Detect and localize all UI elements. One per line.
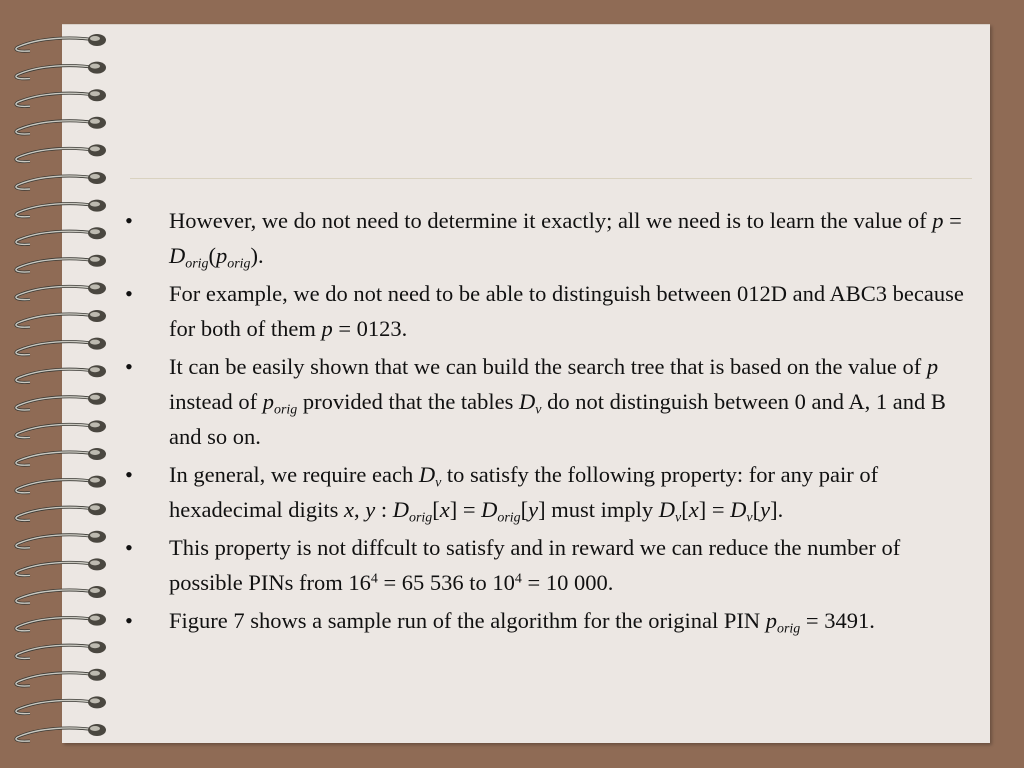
bullet-marker: • bbox=[125, 535, 133, 560]
bullet-item bbox=[125, 530, 965, 600]
subscript: orig bbox=[273, 402, 298, 418]
spiral-ring bbox=[16, 89, 106, 106]
subscript: v bbox=[746, 510, 753, 526]
spiral-binding bbox=[0, 0, 130, 768]
spiral-ring bbox=[16, 393, 106, 410]
text-run: to satisfy the following property: for any pair of hexadecimal digits bbox=[169, 462, 879, 522]
spiral-ring bbox=[16, 365, 106, 382]
spiral-ring bbox=[16, 669, 106, 686]
text-run: = 3491. bbox=[800, 608, 875, 633]
text-run: D bbox=[169, 243, 186, 268]
spiral-ring bbox=[16, 282, 106, 299]
text-run: [ bbox=[681, 497, 689, 522]
text-run: ] = bbox=[698, 497, 731, 522]
spiral-ring bbox=[16, 503, 106, 520]
bullet-marker: • bbox=[125, 208, 133, 233]
bullet-marker: • bbox=[125, 608, 133, 633]
text-run: ] must imply bbox=[538, 497, 659, 522]
spiral-ring bbox=[16, 338, 106, 355]
text-run: p bbox=[262, 389, 274, 414]
text-run: provided that the tables bbox=[297, 389, 520, 414]
text-run: = 10 000. bbox=[521, 570, 614, 595]
text-run: y bbox=[760, 497, 771, 522]
subscript: v bbox=[435, 475, 442, 491]
text-run: ( bbox=[208, 243, 216, 268]
bullet-item bbox=[125, 203, 965, 273]
subscript: orig bbox=[227, 256, 251, 272]
spiral-ring bbox=[16, 144, 106, 161]
text-run: y bbox=[365, 497, 376, 522]
subscript: v bbox=[675, 510, 682, 526]
text-run: : bbox=[375, 497, 393, 522]
bullet-text bbox=[169, 281, 964, 341]
bullet-list bbox=[125, 203, 965, 641]
text-run: This property is not diffcult to satisfy and in reward we can reduce the number of possible PINs from 16 bbox=[169, 535, 901, 595]
bullet-text bbox=[169, 354, 946, 449]
bullet-marker: • bbox=[125, 354, 133, 379]
spiral-ring bbox=[16, 641, 106, 658]
spiral-ring bbox=[16, 476, 106, 493]
superscript: 4 bbox=[370, 571, 378, 587]
text-run: = 65 536 to 10 bbox=[377, 570, 515, 595]
text-run: ] = bbox=[449, 497, 482, 522]
text-run: ]. bbox=[770, 497, 784, 522]
subscript: orig bbox=[185, 256, 209, 272]
spiral-ring bbox=[16, 227, 106, 244]
spiral-ring bbox=[16, 310, 106, 327]
text-run: x bbox=[343, 497, 354, 522]
spiral-ring bbox=[16, 34, 106, 51]
subscript: v bbox=[535, 402, 542, 418]
spiral-ring bbox=[16, 62, 106, 79]
bullet-marker: • bbox=[125, 462, 133, 487]
spiral-ring bbox=[16, 200, 106, 217]
text-run: However, we do not need to determine it exactly; all we need is to learn the value of bbox=[169, 208, 933, 233]
text-run: = bbox=[943, 208, 962, 233]
text-run: instead of bbox=[169, 389, 263, 414]
text-run: In general, we require each bbox=[169, 462, 419, 487]
spiral-ring bbox=[16, 586, 106, 603]
text-run: D bbox=[658, 497, 676, 522]
subscript: orig bbox=[497, 510, 521, 526]
bullet-item bbox=[125, 457, 965, 527]
text-run: x bbox=[439, 497, 450, 522]
bullet-item bbox=[125, 603, 965, 638]
text-run: Figure 7 shows a sample run of the algorithm for the original PIN bbox=[169, 608, 766, 633]
text-run: D bbox=[392, 497, 409, 522]
text-run: [ bbox=[432, 497, 440, 522]
spiral-ring bbox=[16, 420, 106, 437]
bullet-text bbox=[169, 535, 900, 595]
text-run: For example, we do not need to be able to distinguish between 012D and ABC3 because for both of them bbox=[169, 281, 964, 341]
text-run: D bbox=[418, 462, 436, 487]
bullet-marker: • bbox=[125, 281, 133, 306]
spiral-ring bbox=[16, 255, 106, 272]
spiral-ring bbox=[16, 448, 106, 465]
text-run: D bbox=[481, 497, 498, 522]
superscript: 4 bbox=[514, 571, 522, 587]
bullet-item bbox=[125, 276, 965, 346]
spiral-ring bbox=[16, 558, 106, 575]
bullet-text bbox=[169, 208, 962, 272]
text-run: p bbox=[321, 316, 333, 341]
text-run: , bbox=[353, 497, 366, 522]
text-run: do not distinguish between 0 and A, 1 and B and so on. bbox=[169, 389, 946, 449]
text-run: It can be easily shown that we can build the search tree that is based on the value of bbox=[169, 354, 927, 379]
text-run: p bbox=[932, 208, 944, 233]
text-run: p bbox=[215, 243, 228, 268]
text-run: [ bbox=[752, 497, 761, 522]
spiral-ring bbox=[16, 724, 106, 741]
text-run: D bbox=[519, 389, 536, 414]
text-run: y bbox=[528, 497, 539, 522]
bullet-text bbox=[169, 462, 879, 526]
spiral-ring bbox=[16, 531, 106, 548]
text-run: x bbox=[688, 497, 699, 522]
text-run: [ bbox=[520, 497, 529, 522]
subscript: orig bbox=[777, 621, 801, 637]
text-run: p bbox=[765, 608, 778, 633]
spiral-ring bbox=[16, 614, 106, 631]
spiral-ring bbox=[16, 172, 106, 189]
bullet-item bbox=[125, 349, 965, 454]
text-run: p bbox=[926, 354, 939, 379]
text-run: ). bbox=[250, 243, 264, 268]
bullet-text bbox=[169, 608, 875, 637]
text-run: D bbox=[730, 497, 747, 522]
text-run: = 0123. bbox=[332, 316, 408, 341]
subscript: orig bbox=[408, 510, 433, 526]
spiral-ring bbox=[16, 117, 106, 134]
spiral-ring bbox=[16, 696, 106, 713]
divider-line bbox=[130, 178, 972, 179]
